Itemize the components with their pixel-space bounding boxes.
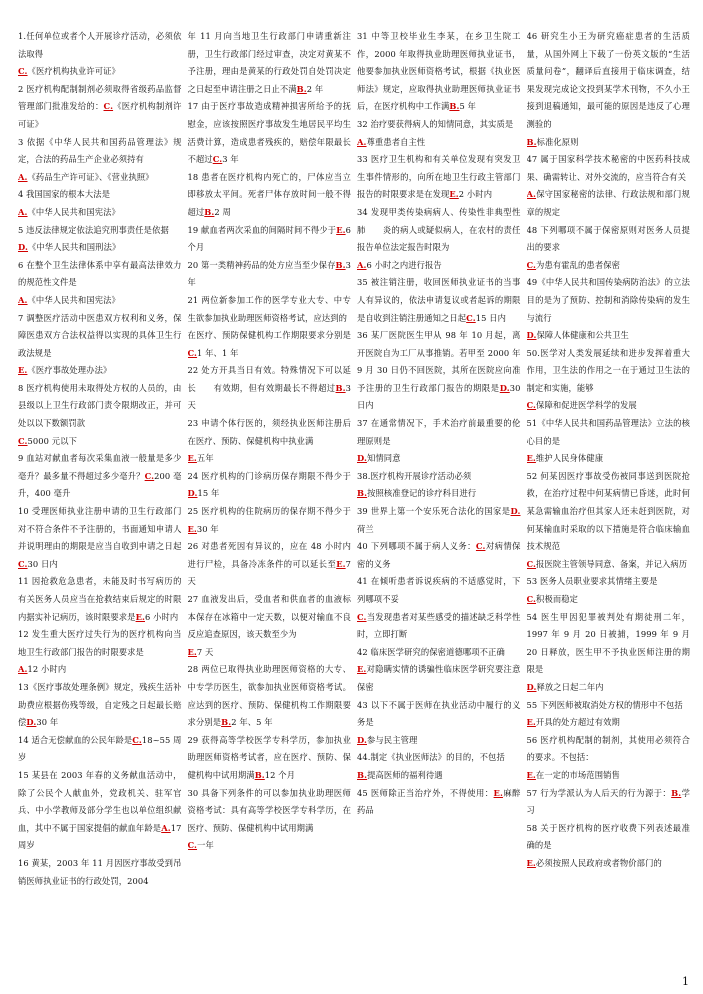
question-line: [357, 28, 521, 116]
answer-text: 《中华人民共和国宪法》: [27, 206, 120, 217]
answer-line: [527, 556, 691, 574]
answer-letter: A.: [18, 171, 28, 182]
question-line: 41 在倾听患者诉说疾病的不适感觉时，下列哪项不妥: [357, 576, 521, 604]
answer-letter: B.: [254, 769, 265, 780]
question-text: 17 由于医疗事故造成精神损害所给予的抚慰金，应该按照医疗事故发生地居民平均生活费计算，造成患者残疾的，赔偿年限最长不超过: [187, 101, 351, 165]
answer-letter: E.: [526, 857, 536, 868]
answer-letter: E.: [493, 787, 503, 798]
answer-text: 学习: [526, 787, 690, 816]
answer-line: [527, 591, 691, 609]
answer-text: 7 天: [196, 646, 214, 657]
question-text: 28 两位已取得执业助理医师资格的大专、中专学历医生，欲参加执业医师资格考试。应达到的医疗、预防、保健机构工作期限要求分别是: [187, 664, 351, 728]
answer-line: [527, 257, 691, 275]
question-text: 29 获得高等学校医学专科学历，参加执业助理医师资格考试者，应在医疗、预防、保健机构中试用期满: [187, 734, 351, 780]
question-line: [527, 785, 691, 820]
question-line: 53 医务人员职业要求其情绪主要是: [526, 576, 658, 587]
answer-letter: A.: [526, 189, 537, 200]
question-text: 31 中等卫校毕业生李某，在乡卫生院工作，2000 年取得执业助理医师执业证书，他要参加执业医师资格考试，根据《执业医师法》规定，应取得执业助理医师执业证书后，在医疗机构中工作满: [357, 31, 521, 112]
answer-letter: B.: [296, 83, 307, 94]
answer-text: 一年: [197, 840, 214, 851]
answer-letter: E.: [187, 646, 197, 657]
answer-line: [18, 204, 182, 222]
question-text: 26 对患者死因有异议的，应在 48 小时内进行尸检，具备冷冻条件的可以延长至: [187, 541, 351, 569]
answer-letter: B.: [449, 101, 460, 112]
question-text: 18 患者在医疗机构内死亡的，尸体应当立即移放太平间。死者尸体存放时间一般不得超过: [187, 171, 351, 217]
question-line: [18, 679, 182, 732]
answer-text: 30 日内: [27, 558, 58, 569]
answer-text: 释放之日起二年内: [536, 681, 604, 692]
question-text: 14 适合无偿献血的公民年龄是: [18, 734, 133, 745]
answer-text: 麻醉药品: [357, 787, 521, 816]
question-line: 16 黄某，2003 年 11 月因医疗事故受到吊销医师执业证书的行政处罚，2004: [18, 857, 182, 886]
answer-letter: C.: [212, 154, 223, 165]
question-line: 51《中华人民共和国药品管理法》立法的核心目的是: [526, 418, 690, 446]
answer-text: 积极而稳定: [536, 594, 579, 604]
answer-text: 知情同意: [367, 453, 401, 464]
answer-letter: E.: [135, 611, 145, 622]
question-line: [188, 327, 352, 362]
answer-letter: C.: [144, 470, 155, 481]
answer-letter: C.: [18, 558, 28, 569]
answer-text: 开具的处方超过有效期: [535, 717, 620, 728]
answer-line: [527, 855, 691, 873]
answer-line: [357, 257, 521, 275]
question-line: [18, 767, 182, 855]
question-text: 40 下列哪项不属于病人义务：: [357, 541, 476, 552]
question-line: [18, 732, 182, 767]
answer-line: [527, 714, 691, 732]
answer-letter: E.: [18, 365, 28, 376]
answer-text: 6 小时内: [144, 611, 179, 622]
answer-letter: C.: [103, 101, 114, 112]
answer-letter: A.: [357, 259, 367, 270]
question-line: 21 两位新参加工作的医学专业大专、中专生欲参加执业助理医师资格考试，应达到的: [187, 294, 351, 323]
answer-text: 15 年: [197, 488, 220, 499]
answer-line: [527, 327, 691, 345]
answer-text: 《医疗机构制剂许可证》: [18, 101, 182, 129]
answer-letter: B.: [221, 717, 232, 728]
question-line: 37 在通常情况下，手术治疗前最重要的伦理原则是: [357, 418, 521, 446]
answer-text: 12 个月: [264, 769, 296, 780]
answer-letter: E.: [336, 224, 346, 235]
document-page: [18, 28, 690, 976]
answer-text: 在一定的市场范围销售: [535, 769, 620, 780]
answer-letter: B.: [204, 206, 215, 217]
answer-line: [18, 169, 182, 187]
answer-text: 12 小时内: [27, 664, 67, 675]
answer-text: 30 年: [36, 717, 59, 728]
answer-text: 必须按照人民政府或者物价部门的: [535, 857, 662, 868]
answer-letter: C.: [526, 594, 537, 604]
question-text: 57 行为学派认为人后天的行为源于：: [526, 787, 672, 798]
question-line: [18, 503, 182, 573]
answer-text: 2 周: [214, 206, 231, 217]
question-line: 52 何某因医疗事故受伤被同事送到医院抢救，在治疗过程中何某病情已昏迷，此时何某急需输血治疗但其家人还未赶到医院，对何某输血时采取的以下措施是符合临床输血技术规范: [526, 470, 690, 552]
answer-letter: E.: [187, 453, 197, 464]
question-line: 58 关于医疗机构的医疗收费下列表述最准确的是: [526, 822, 690, 851]
answer-text: 2 年: [306, 83, 324, 94]
question-text: 15 某县在 2003 年春的义务献血活动中，除了公民个人献血外，党政机关、驻军官兵、中小学教师及部分学生也以单位组织献血，其中不属于国家提倡的献血年龄是: [18, 769, 182, 833]
question-line: 1.任何单位或者个人开展诊疗活动，必须依法取得: [18, 31, 182, 59]
question-line: 49《中华人民共和国传染病防治法》的立法目的是为了预防、控制和消除传染病的发生与流行: [526, 277, 690, 323]
answer-text: 保守国家秘密的法律、行政法规和部门规章的规定: [526, 189, 690, 217]
answer-text: 《中华人民共和国刑法》: [28, 242, 121, 253]
question-line: [18, 573, 182, 626]
answer-text: 6 个月: [187, 224, 351, 253]
answer-text: 对隐瞒实情的诱骗性临床医学研究要注意保密: [357, 664, 521, 692]
question-text: 13《医疗事故处理条例》规定，残疾生活补助费应根据伤残等级，自定残之日起最长赔偿: [18, 681, 182, 728]
answer-text: 《医疗事故处理办法》: [27, 365, 112, 376]
answer-text: 报医院主管领导同意、备案，并记入病历: [536, 558, 688, 569]
answer-text: 7 天: [187, 558, 351, 587]
answer-letter: E.: [526, 453, 536, 464]
answer-text: 当发现患者对某些感受的描述缺乏科学性时，立即打断: [357, 611, 521, 640]
answer-letter: C.: [526, 558, 537, 569]
answer-text: 5000 元以下: [27, 435, 77, 446]
answer-letter: B.: [671, 787, 682, 798]
answer-letter: C.: [475, 541, 486, 552]
answer-text: 30 年: [196, 523, 219, 534]
answer-letter: D.: [18, 242, 28, 253]
column-3: [357, 28, 521, 976]
question-line: 32 治疗要获得病人的知情同意，其实质是: [357, 118, 514, 129]
answer-line: [188, 837, 352, 855]
question-text: 36 某厂医院医生甲从 98 年 10 月起，离开医院自为工厂从事推销。若甲至 2000 年 9 月 30 日仍不回医院，其所在医院应向准予注册的卫生行政部门报告的期限是: [357, 330, 521, 393]
answer-letter: E.: [357, 664, 367, 675]
answer-line: [357, 134, 521, 152]
question-line: 23 申请个体行医的，须经执业医师注册后在医疗、预防、保健机构中执业满: [187, 418, 351, 446]
question-text: 9 血站对献血者每次采集血液一般量是多少 毫升？最多量不得超过多少毫升？: [18, 453, 182, 481]
question-line: 8 医疗机构使用未取得处方权的人员的，由县级以上卫生行政部门责令限期改正，并可处以以下数额罚款: [18, 382, 182, 429]
answer-letter: A.: [161, 822, 171, 833]
answer-line: [357, 485, 521, 503]
answer-text: 标准化原则: [536, 136, 579, 147]
answer-line: [357, 450, 521, 468]
answer-text: 对病情保密的义务: [357, 541, 521, 569]
question-line: 54 医生甲因犯罪被判处有期徒刑二年，1997 年 9 月 20 日被捕，1999 年 9 月 20 日释放，医生甲不予执业医师注册的期限是: [526, 611, 690, 675]
answer-letter: D.: [526, 681, 537, 692]
answer-text: 5 年: [459, 101, 476, 112]
answer-text: 按照核准登记的诊疗科目进行: [367, 488, 477, 499]
answer-letter: E.: [187, 523, 197, 534]
answer-text: 《中华人民共和国宪法》: [27, 294, 120, 305]
question-line: [18, 450, 182, 503]
answer-letter: B.: [335, 259, 346, 270]
answer-letter: D.: [187, 488, 198, 499]
answer-letter: E.: [336, 558, 346, 569]
question-line: [188, 538, 352, 591]
answer-letter: C.: [18, 435, 28, 446]
question-line: 43 以下不属于医师在执业活动中履行的义务是: [357, 699, 521, 728]
answer-text: 1 年、1 年: [197, 347, 239, 358]
answer-text: 参与民主管理: [367, 734, 418, 745]
question-text: 19 献血者两次采血的间隔时间不得少于: [187, 224, 337, 235]
answer-letter: D.: [26, 717, 37, 728]
answer-letter: B.: [357, 488, 368, 499]
answer-line: [357, 609, 521, 644]
question-text: 39 世界上第一个安乐死合法化的国家是: [357, 506, 511, 517]
question-line: 55 下列医师被取消处方权的情形中不包括: [526, 699, 683, 710]
answer-line: [18, 63, 182, 81]
answer-line: [357, 732, 521, 750]
question-line: [357, 151, 521, 204]
question-line: [188, 169, 352, 222]
question-line: 56 医疗机构配制的制剂，其使用必须符合的要求。不包括：: [526, 734, 690, 763]
answer-letter: C.: [466, 312, 476, 323]
question-line: [357, 327, 521, 415]
question-text: 年 11 月向当地卫生行政部门申请重新注册，卫生行政部门经过审查，决定对黄某不予注册，理由是黄某的行政处罚自处罚决定之日起至申请注册之日止不满: [187, 31, 351, 94]
answer-text: 6 小时之内进行报告: [366, 259, 442, 270]
question-line: [188, 468, 352, 503]
answer-text: 尊重患者自主性: [366, 136, 426, 147]
question-line: 34 发现甲类传染病病人、传染性非典型性肺 炎的病人或疑似病人，在农村的责任报告单位法定报告时限为: [357, 206, 521, 253]
question-text: 45 医师除正当治疗外，不得使用：: [357, 787, 494, 798]
question-line: 6 在整个卫生法律体系中享有最高法律效力的规范性文件是: [18, 259, 182, 288]
question-line: [188, 362, 352, 415]
question-line: [357, 538, 521, 573]
answer-line: [527, 679, 691, 697]
answer-letter: A.: [18, 206, 28, 217]
answer-line: [527, 767, 691, 785]
answer-text: 《医疗机构执业许可证》: [27, 66, 120, 77]
question-line: [357, 785, 521, 820]
answer-line: [527, 450, 691, 468]
answer-letter: D.: [499, 382, 510, 393]
question-text: 35 被注销注册，收回医师执业证书的当事人有异议的，依法申请复议或者起诉的期限是自收到注销注册通知之日起: [357, 277, 521, 323]
column-2: [188, 28, 352, 976]
answer-letter: D.: [510, 506, 521, 517]
answer-letter: E.: [449, 189, 459, 200]
answer-text: 200 毫升，400 毫升: [18, 470, 182, 499]
question-text: 25 医疗机构的住院病历的保存期不得少于: [187, 506, 351, 517]
question-line: 30 具备下列条件的可以参加执业助理医师资格考试：具有高等学校医学专科学历，在医疗、预防、保健机构中试用期满: [187, 787, 351, 833]
answer-line: [18, 661, 182, 679]
answer-text: 五年: [196, 453, 214, 464]
answer-text: 3 年: [222, 154, 239, 165]
question-line: 44.制定《执业医师法》的目的，不包括: [357, 752, 505, 763]
question-line: 42 临床医学研究的保密道德哪项不正确: [357, 646, 505, 657]
answer-letter: C.: [18, 66, 28, 77]
answer-line: [357, 767, 521, 785]
question-line: 46 研究生小王为研究癌症患者的生活质量，从国外网上下载了一份英文版的“生活质量问卷”，翻译后直接用于临床调查，结果发现完成论文投到某学术刊物，不久小王接到退稿通知，最可能的原因是违反了心理测验的: [526, 31, 690, 129]
answer-letter: C.: [526, 400, 537, 411]
question-line: [188, 98, 352, 168]
answer-letter: C.: [187, 347, 198, 358]
question-text: 2 医疗机构配制制剂必须取得省级药品监督管理部门批准发给的：: [18, 83, 182, 112]
question-line: [357, 503, 521, 538]
answer-text: 荷兰: [357, 523, 374, 534]
answer-letter: E.: [526, 717, 536, 728]
answer-line: [18, 433, 182, 451]
answer-letter: C.: [357, 611, 367, 622]
answer-text: 15 日内: [475, 312, 507, 323]
page-number: 1: [682, 975, 689, 988]
question-line: 4 我国国家的根本大法是: [18, 189, 111, 200]
question-text: 24 医疗机构的门诊病历保存期限不得少于: [187, 470, 351, 481]
answer-line: [527, 134, 691, 152]
answer-letter: C.: [526, 259, 537, 270]
question-line: [188, 28, 352, 98]
question-text: 11 因抢救危急患者，未能及时书写病历的 有关医务人员应当在抢救结束后规定的时限内据实补记病历，该时限要求是: [18, 576, 182, 622]
column-4: [527, 28, 691, 976]
answer-line: [527, 186, 691, 221]
answer-line: [188, 450, 352, 468]
answer-text: 保障和促进医学科学的发展: [536, 400, 637, 411]
answer-letter: A.: [357, 136, 367, 147]
answer-letter: B.: [335, 382, 346, 393]
question-line: 38.医疗机构开展诊疗活动必须: [357, 470, 472, 481]
answer-letter: B.: [357, 769, 368, 780]
question-line: [357, 274, 521, 327]
answer-line: [18, 292, 182, 310]
question-text: 20 第一类精神药品的处方应当至少保存: [187, 259, 336, 270]
answer-text: 为患有霍乱的患者保密: [536, 259, 621, 270]
answer-text: 保障人体健康和公共卫生: [536, 330, 629, 341]
answer-letter: C.: [132, 734, 142, 745]
answer-line: [18, 239, 182, 257]
question-text: 22 处方开具当日有效。特殊情况下可以延长 有效期，但有效期最长不得超过: [187, 365, 351, 393]
answer-text: 30 日内: [357, 382, 521, 411]
question-text: 10 受理医师执业注册申请的卫生行政部门对不符合条件不予注册的，书面通知申请人并说明理由的期限是应当自收到申请之日起: [18, 506, 182, 552]
answer-line: [18, 362, 182, 380]
question-line: 7 调整医疗活动中医患双方权利和义务，保障医患双方合法权益得以实现的具体卫生行政法规是: [18, 312, 182, 358]
question-line: 48 下列哪项不属于保密原则对医务人员提出的要求: [526, 224, 690, 253]
answer-text: 维护人民身体健康: [535, 453, 604, 464]
answer-letter: E.: [526, 769, 536, 780]
answer-line: [357, 661, 521, 696]
answer-letter: A.: [18, 294, 28, 305]
question-line: 27 血液发出后，受血者和供血者的血液标本保存在冰箱中一定天数，以便对输血不良反应追查原因，该天数至少为: [187, 594, 351, 640]
question-line: 50.医学对人类发展延续和进步发挥着重大作用，卫生法的作用之一在于通过卫生法的制定和实施，能够: [526, 347, 690, 393]
answer-letter: C.: [187, 840, 198, 851]
question-line: [188, 661, 352, 731]
question-line: 3 依据《中华人民共和国药品管理法》规定，合法的药品生产企业必须持有: [18, 136, 182, 165]
question-line: [18, 81, 182, 134]
answer-letter: B.: [526, 136, 537, 147]
answer-letter: D.: [357, 734, 367, 745]
question-line: [188, 503, 352, 538]
column-1: [18, 28, 182, 976]
answer-text: 18~55 周岁: [18, 734, 182, 763]
answer-text: 3 年: [187, 259, 351, 288]
answer-letter: D.: [526, 330, 537, 341]
question-text: 33 医疗卫生机构和有关单位发现有突发卫生事件情形的，向所在地卫生行政主管部门报告的时限要求是在发现: [357, 154, 521, 200]
answer-letter: A.: [18, 664, 28, 675]
answer-letter: D.: [357, 453, 367, 464]
answer-line: [527, 397, 691, 415]
question-text: 在医疗、预防保健机构工作期限要求分别是: [187, 330, 351, 341]
answer-text: 《药品生产许可证》、《营业执照》: [27, 171, 154, 182]
answer-text: 提高医师的福利待遇: [367, 769, 443, 780]
question-line: [188, 222, 352, 257]
question-line: 5 违反法律规定依法追究刑事责任是依据: [18, 224, 169, 235]
answer-line: [188, 644, 352, 662]
answer-text: 3 天: [187, 382, 351, 411]
answer-text: 2 年、5 年: [231, 717, 273, 728]
question-line: 12 发生重大医疗过失行为的医疗机构向当地卫生行政部门报告的时限要求是: [18, 629, 182, 657]
question-line: 47 属于国家科学技术秘密的中医药科技成果、确需转让、对外交流的，应当符合有关: [526, 154, 690, 182]
answer-text: 2 小时内: [458, 189, 493, 200]
answer-text: 17 周岁: [18, 822, 182, 851]
question-line: [188, 732, 352, 785]
question-line: [188, 257, 352, 292]
